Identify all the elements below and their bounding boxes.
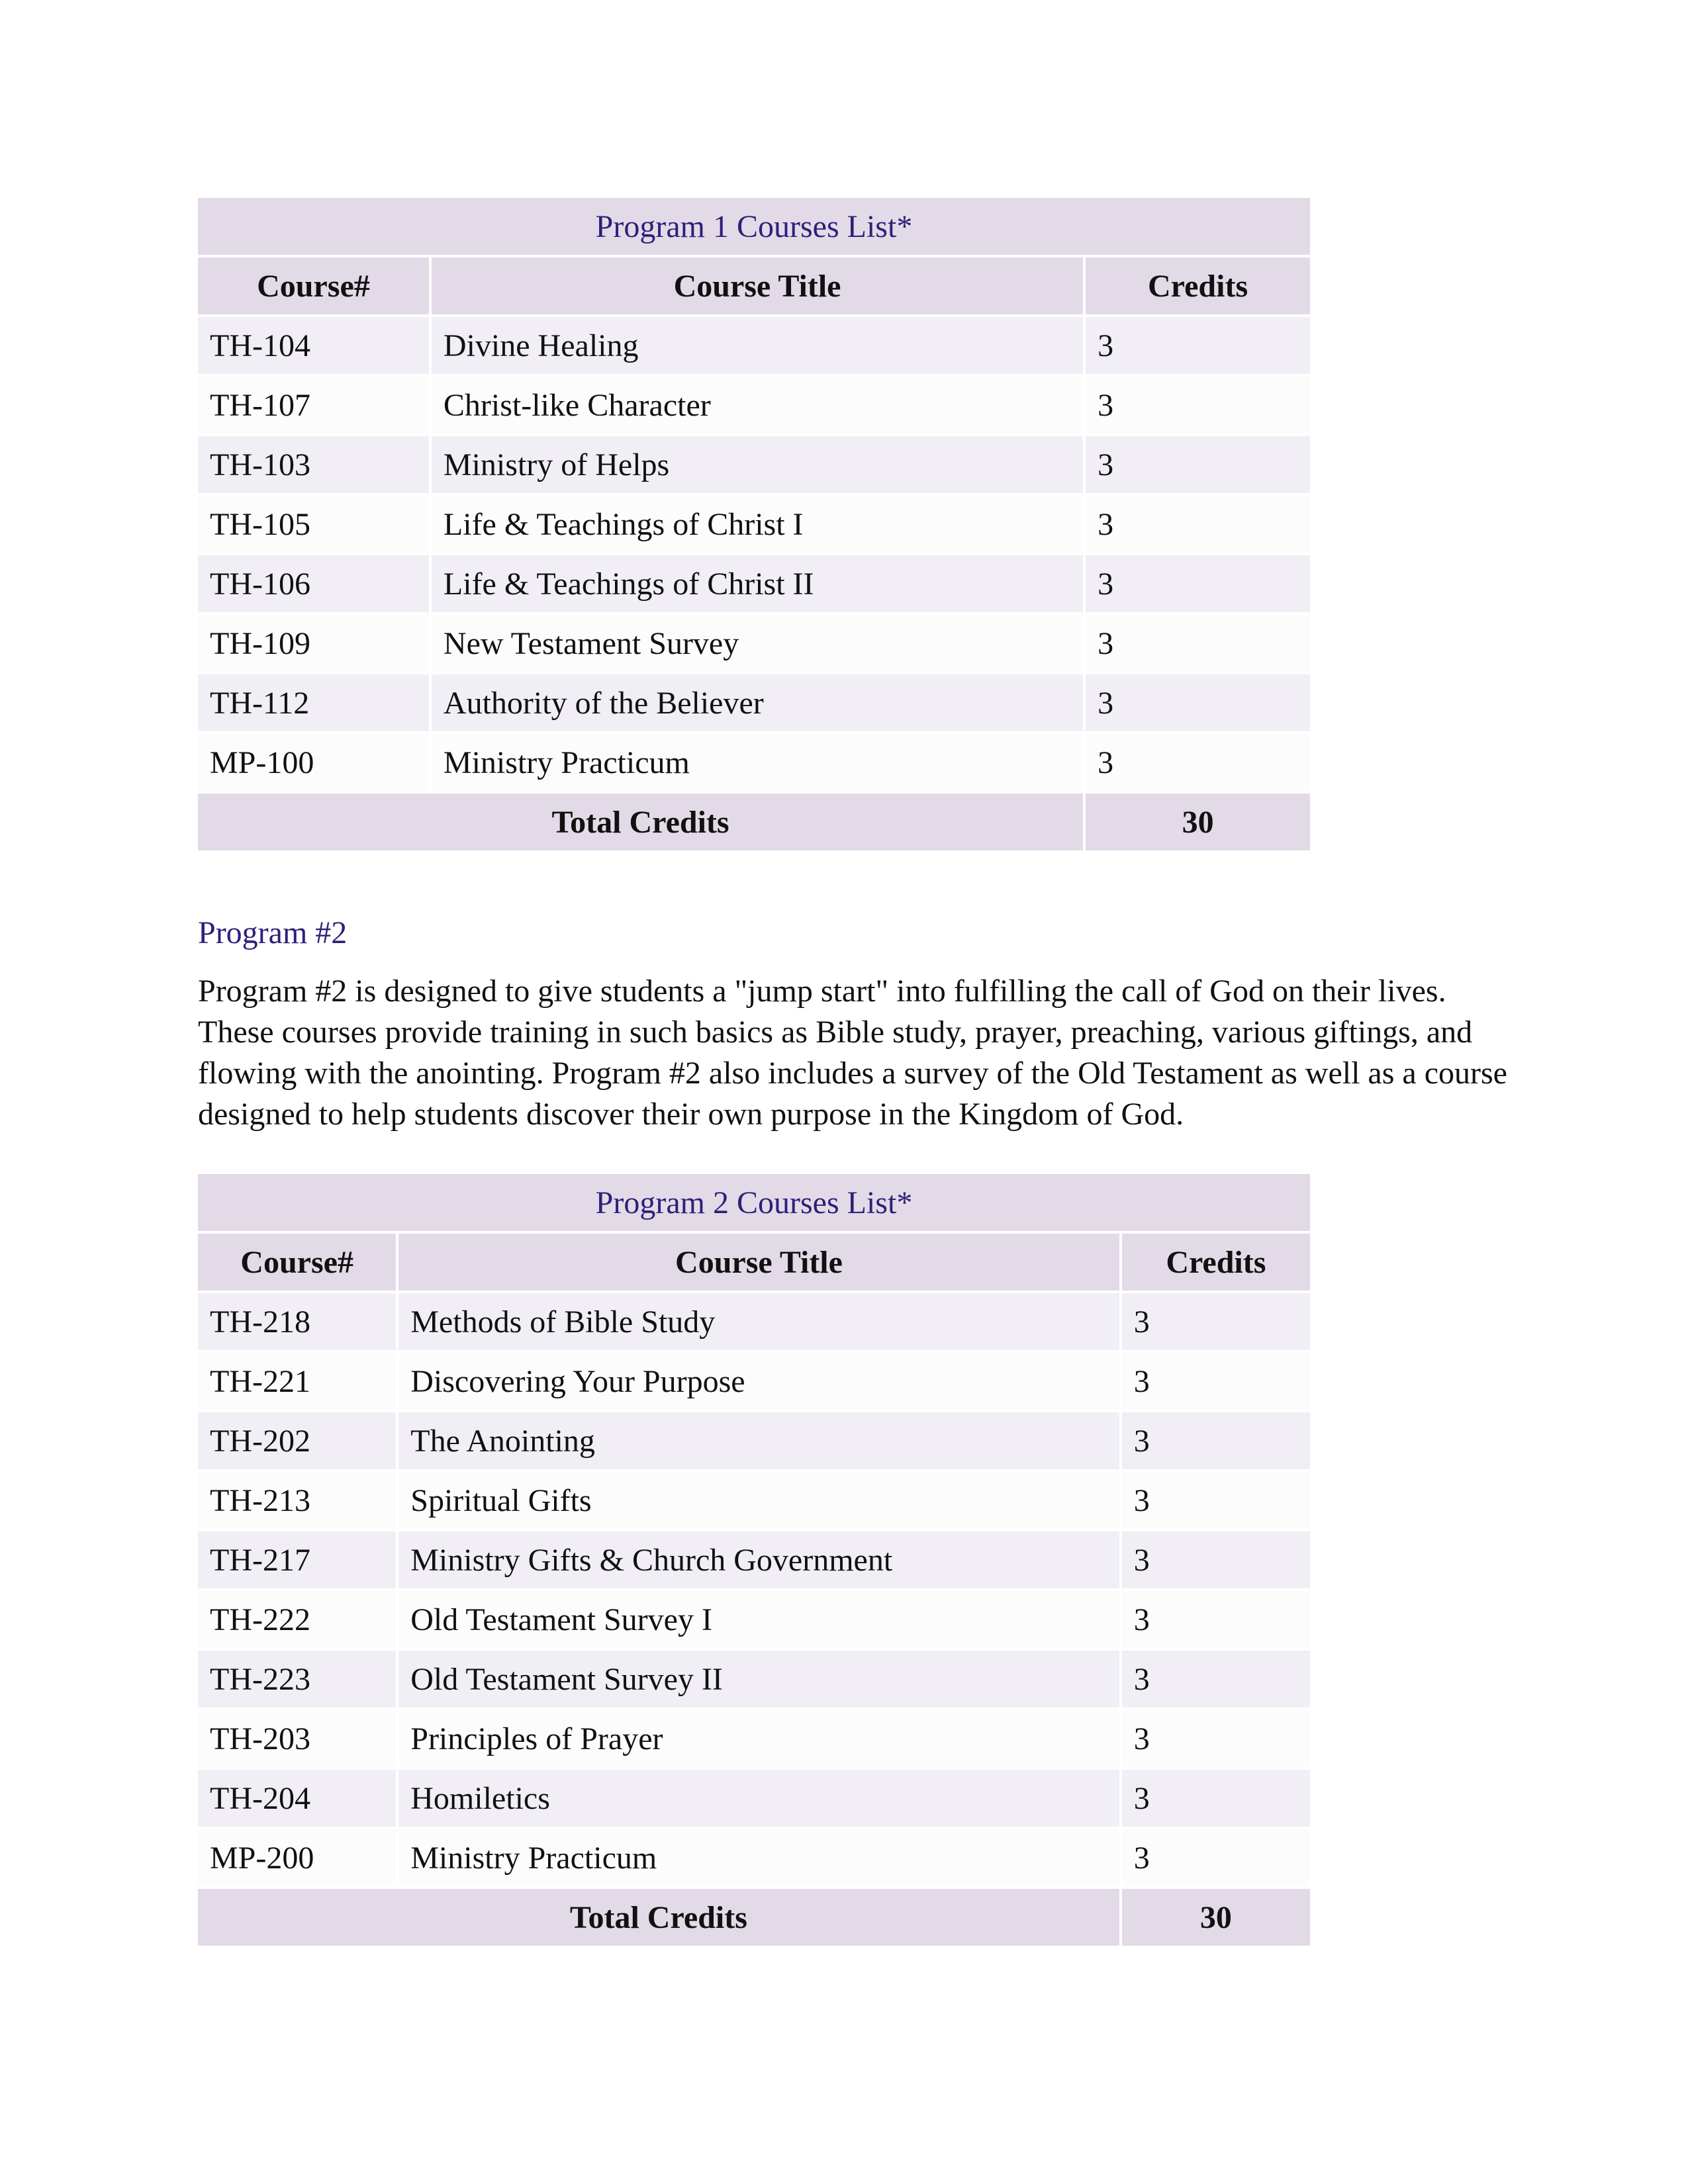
- table-row: [198, 317, 1310, 374]
- course-number: MP-100: [198, 734, 429, 791]
- table-body: [198, 1174, 1310, 1946]
- total-credits-value: 30: [1122, 1889, 1310, 1946]
- course-number: TH-112: [198, 674, 429, 731]
- course-number: TH-202: [198, 1412, 396, 1469]
- course-credits: 3: [1086, 377, 1310, 433]
- course-credits: 3: [1122, 1829, 1310, 1886]
- course-title: Authority of the Believer: [432, 674, 1083, 731]
- course-credits: 3: [1122, 1412, 1310, 1469]
- table-row: [198, 436, 1310, 493]
- course-title: New Testament Survey: [432, 615, 1083, 672]
- course-credits: 3: [1122, 1353, 1310, 1410]
- course-title: Ministry of Helps: [432, 436, 1083, 493]
- course-credits: 3: [1086, 555, 1310, 612]
- table-row: [198, 615, 1310, 672]
- course-number: TH-213: [198, 1472, 396, 1529]
- table-total-row: [198, 794, 1310, 850]
- course-number: TH-218: [198, 1293, 396, 1350]
- course-credits: 3: [1086, 496, 1310, 553]
- table-caption: Program 1 Courses List*: [198, 198, 1310, 255]
- course-number: TH-222: [198, 1591, 396, 1648]
- table-row: [198, 1293, 1310, 1350]
- course-title: Ministry Practicum: [432, 734, 1083, 791]
- course-title: The Anointing: [399, 1412, 1119, 1469]
- course-title: Christ-like Character: [432, 377, 1083, 433]
- table-row: [198, 496, 1310, 553]
- table-total-row: [198, 1889, 1310, 1946]
- course-title: Spiritual Gifts: [399, 1472, 1119, 1529]
- table-caption: Program 2 Courses List*: [198, 1174, 1310, 1231]
- table-row: [198, 1412, 1310, 1469]
- course-credits: 3: [1086, 317, 1310, 374]
- course-credits: 3: [1122, 1591, 1310, 1648]
- course-number: TH-204: [198, 1770, 396, 1827]
- column-header-credits: Credits: [1122, 1234, 1310, 1291]
- table-row: [198, 1710, 1310, 1767]
- program2-description: Program #2 is designed to give students a "jump start" into fulfilling the call of God on their lives. These courses provide training in such basics as Bible study, prayer, preaching, various giftings, and flowing with the anointing. Program #2 also includes a survey of the Old Testament as well as a course designed to help students discover their own purpose in the Kingdom of God.: [198, 974, 1507, 1132]
- table-row: [198, 555, 1310, 612]
- course-credits: 3: [1086, 674, 1310, 731]
- column-header-course: Course#: [198, 257, 429, 314]
- course-number: TH-217: [198, 1531, 396, 1588]
- course-credits: 3: [1122, 1293, 1310, 1350]
- table-row: [198, 1591, 1310, 1648]
- course-title: Life & Teachings of Christ II: [432, 555, 1083, 612]
- table-header-row: [198, 257, 1310, 314]
- course-title: Methods of Bible Study: [399, 1293, 1119, 1350]
- column-header-title: Course Title: [399, 1234, 1119, 1291]
- course-credits: 3: [1122, 1472, 1310, 1529]
- table-row: [198, 1472, 1310, 1529]
- total-credits-label: Total Credits: [198, 1889, 1119, 1946]
- courses-table: [195, 195, 1313, 853]
- table-body: [198, 198, 1310, 850]
- course-title: Discovering Your Purpose: [399, 1353, 1119, 1410]
- column-header-course: Course#: [198, 1234, 396, 1291]
- course-number: TH-107: [198, 377, 429, 433]
- course-credits: 3: [1086, 734, 1310, 791]
- course-credits: 3: [1086, 615, 1310, 672]
- table-row: [198, 377, 1310, 433]
- course-number: TH-223: [198, 1651, 396, 1707]
- table-caption-row: [198, 1174, 1310, 1231]
- table-row: [198, 1651, 1310, 1707]
- table-row: [198, 1829, 1310, 1886]
- program2-heading: Program #2: [198, 915, 348, 950]
- course-credits: 3: [1122, 1710, 1310, 1767]
- course-number: MP-200: [198, 1829, 396, 1886]
- course-number: TH-106: [198, 555, 429, 612]
- course-credits: 3: [1122, 1531, 1310, 1588]
- program1-courses-table: [198, 198, 1310, 850]
- column-header-title: Course Title: [432, 257, 1083, 314]
- column-header-credits: Credits: [1086, 257, 1310, 314]
- course-credits: 3: [1122, 1770, 1310, 1827]
- course-number: TH-103: [198, 436, 429, 493]
- table-row: [198, 1770, 1310, 1827]
- total-credits-value: 30: [1086, 794, 1310, 850]
- course-title: Life & Teachings of Christ I: [432, 496, 1083, 553]
- table-caption-row: [198, 198, 1310, 255]
- course-number: TH-221: [198, 1353, 396, 1410]
- table-row: [198, 674, 1310, 731]
- table-row: [198, 1353, 1310, 1410]
- course-title: Old Testament Survey I: [399, 1591, 1119, 1648]
- courses-table: [195, 1171, 1313, 1948]
- course-title: Ministry Gifts & Church Government: [399, 1531, 1119, 1588]
- course-credits: 3: [1086, 436, 1310, 493]
- table-row: [198, 1531, 1310, 1588]
- course-title: Divine Healing: [432, 317, 1083, 374]
- course-title: Homiletics: [399, 1770, 1119, 1827]
- total-credits-label: Total Credits: [198, 794, 1083, 850]
- course-title: Ministry Practicum: [399, 1829, 1119, 1886]
- table-header-row: [198, 1234, 1310, 1291]
- table-row: [198, 734, 1310, 791]
- course-number: TH-203: [198, 1710, 396, 1767]
- course-number: TH-104: [198, 317, 429, 374]
- course-number: TH-105: [198, 496, 429, 553]
- course-title: Principles of Prayer: [399, 1710, 1119, 1767]
- course-number: TH-109: [198, 615, 429, 672]
- program2-courses-table: [198, 1174, 1310, 1946]
- course-credits: 3: [1122, 1651, 1310, 1707]
- course-title: Old Testament Survey II: [399, 1651, 1119, 1707]
